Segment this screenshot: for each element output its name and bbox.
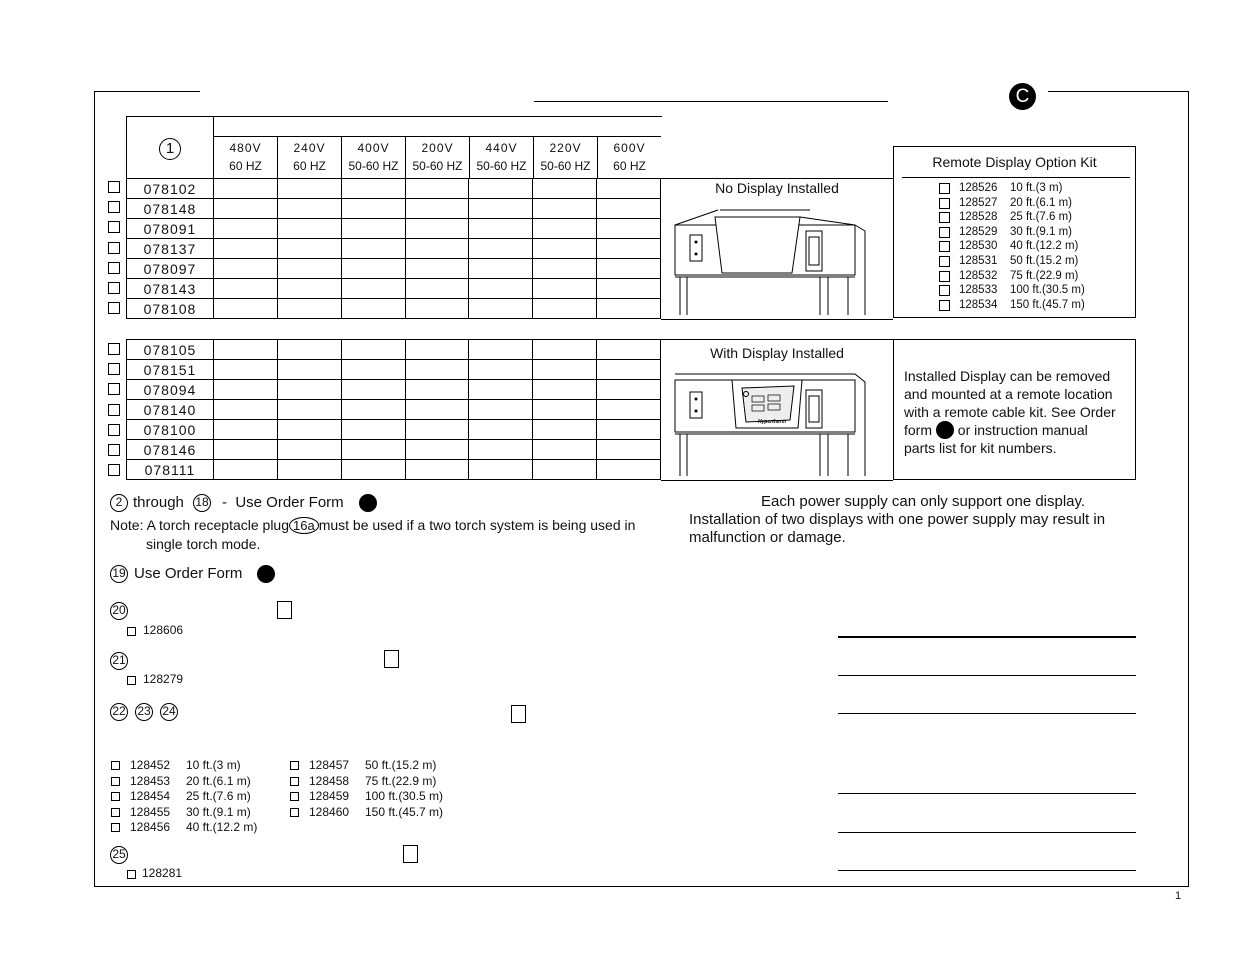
- remote-kit-title: Remote Display Option Kit: [932, 154, 1097, 170]
- quantity-cell[interactable]: [405, 219, 469, 239]
- quantity-cell[interactable]: [469, 360, 533, 380]
- ref-circle-22: 22: [110, 703, 128, 721]
- kit-checkbox[interactable]: [939, 183, 950, 194]
- ref-circle-24: 24: [160, 703, 178, 721]
- quantity-cell[interactable]: [597, 440, 661, 460]
- quantity-cell[interactable]: [405, 440, 469, 460]
- display-warning-line2: Installation of two displays with one power supply may result in: [689, 511, 1106, 528]
- cable-part-number: 128454: [130, 789, 171, 803]
- cable-checkbox[interactable]: [111, 792, 120, 801]
- quantity-cell[interactable]: [533, 199, 597, 219]
- part-checkbox[interactable]: [108, 424, 120, 436]
- quantity-cell[interactable]: [213, 440, 277, 460]
- frame-right: [1188, 91, 1189, 887]
- display-warning: [689, 493, 1105, 547]
- no-display-title: No Display Installed: [715, 180, 839, 196]
- part-number-cell: 078094: [127, 380, 214, 400]
- quantity-cell[interactable]: [341, 239, 405, 259]
- frequency-label: 60 HZ: [293, 159, 326, 173]
- cable-part-number: 128456: [130, 820, 171, 834]
- item20-part: 128606: [143, 623, 184, 637]
- cable-part-number: 128455: [130, 804, 171, 819]
- part-number-cell: 078148: [127, 199, 214, 219]
- quantity-cell[interactable]: [469, 239, 533, 259]
- voltage-column-header: [597, 136, 661, 178]
- voltage-column-header: [405, 136, 469, 178]
- quantity-cell[interactable]: [533, 279, 597, 299]
- quantity-cell[interactable]: [469, 460, 533, 480]
- part-number-cell: 078111: [127, 460, 214, 480]
- quantity-cell[interactable]: [405, 460, 469, 480]
- quantity-cell[interactable]: [597, 420, 661, 440]
- quantity-cell[interactable]: [341, 279, 405, 299]
- frequency-label: 60 HZ: [613, 159, 646, 173]
- quantity-cell[interactable]: [405, 279, 469, 299]
- part-checkbox[interactable]: [108, 363, 120, 375]
- voltage-label: 440V: [485, 141, 518, 155]
- quantity-cell[interactable]: [533, 239, 597, 259]
- kit-part-number: 128527: [959, 196, 998, 209]
- quantity-cell[interactable]: [469, 219, 533, 239]
- cable-part-number: 128453: [130, 773, 171, 788]
- installed-note-text: [904, 367, 1116, 457]
- part-checkbox[interactable]: [108, 464, 120, 476]
- quantity-cell[interactable]: [597, 219, 661, 239]
- entry-line-5: [838, 832, 1136, 833]
- kit-checkbox[interactable]: [939, 198, 950, 209]
- quantity-cell[interactable]: [213, 199, 277, 219]
- quantity-cell[interactable]: [533, 380, 597, 400]
- quantity-cell[interactable]: [405, 420, 469, 440]
- cable-checkbox[interactable]: [111, 808, 120, 817]
- entry-line-6: [838, 870, 1136, 871]
- quantity-cell[interactable]: [533, 420, 597, 440]
- quantity-cell[interactable]: [533, 400, 597, 420]
- quantity-cell[interactable]: [213, 239, 277, 259]
- quantity-cell[interactable]: [533, 360, 597, 380]
- title-underline: [534, 101, 888, 102]
- table-row: [127, 360, 661, 380]
- quantity-cell[interactable]: [213, 460, 277, 480]
- quantity-cell[interactable]: [213, 279, 277, 299]
- quantity-cell[interactable]: [405, 360, 469, 380]
- kit-length: 25 ft.(7.6 m): [1010, 211, 1072, 224]
- part-checkbox[interactable]: [108, 444, 120, 456]
- kit-checkbox[interactable]: [939, 256, 950, 267]
- kit-length: 10 ft.(3 m): [1010, 182, 1063, 194]
- quantity-cell[interactable]: [277, 179, 341, 199]
- voltage-label: 220V: [549, 141, 582, 155]
- quantity-cell[interactable]: [341, 219, 405, 239]
- quantity-cell[interactable]: [469, 179, 533, 199]
- table-row: [127, 259, 661, 279]
- table-row: [127, 340, 661, 360]
- item25-part: 128281: [142, 866, 183, 880]
- kit-part-number: 128526: [959, 182, 998, 194]
- part-number-cell: 078143: [127, 279, 214, 299]
- kit-length: 75 ft.(22.9 m): [1010, 269, 1079, 282]
- quantity-cell[interactable]: [277, 239, 341, 259]
- voltage-label: 400V: [357, 141, 390, 155]
- quantity-cell[interactable]: [341, 380, 405, 400]
- entry-line-4: [838, 793, 1136, 794]
- kit-length: 30 ft.(9.1 m): [1010, 225, 1072, 238]
- kit-part-number: 128533: [959, 284, 998, 297]
- kit-length: 50 ft.(15.2 m): [1010, 255, 1079, 267]
- quantity-cell[interactable]: [341, 420, 405, 440]
- kit-checkbox[interactable]: [939, 227, 950, 238]
- use-order-form-label: - Use Order Form: [222, 494, 344, 511]
- part-grid-with-display: [126, 339, 661, 480]
- frequency-label: 50-60 HZ: [412, 159, 463, 173]
- quantity-cell[interactable]: [533, 259, 597, 279]
- quantity-cell[interactable]: [341, 460, 405, 480]
- frequency-label: 60 HZ: [229, 159, 262, 173]
- quantity-cell[interactable]: [533, 219, 597, 239]
- ref-circle-16a: 16a: [289, 517, 319, 534]
- cable-length: 75 ft.(22.9 m): [365, 773, 437, 788]
- kit-length: 20 ft.(6.1 m): [1010, 196, 1072, 209]
- kit-length: 100 ft.(30.5 m): [1010, 284, 1085, 297]
- kit-part-number: 128534: [959, 298, 998, 311]
- quantity-cell[interactable]: [213, 400, 277, 420]
- quantity-cell[interactable]: [469, 340, 533, 360]
- kit-length: 40 ft.(12.2 m): [1010, 240, 1079, 253]
- quantity-cell[interactable]: [597, 179, 661, 199]
- installed-note-form: form: [904, 422, 932, 438]
- quantity-cell[interactable]: [213, 299, 277, 319]
- part-number-cell: 078151: [127, 360, 214, 380]
- quantity-cell[interactable]: [277, 299, 341, 319]
- part-number-cell: 078102: [127, 179, 214, 199]
- cable-checkbox[interactable]: [290, 761, 299, 770]
- part-checkbox[interactable]: [108, 262, 120, 274]
- display-warning-line3: malfunction or damage.: [689, 529, 846, 546]
- quantity-cell[interactable]: [277, 279, 341, 299]
- voltage-label: 600V: [613, 141, 646, 155]
- quantity-cell[interactable]: [213, 179, 277, 199]
- kit-checkbox[interactable]: [939, 271, 950, 282]
- quantity-cell[interactable]: [597, 199, 661, 219]
- installed-note-line5: parts list for kit numbers.: [904, 440, 1057, 456]
- kit-part-number: 128528: [959, 211, 998, 224]
- quantity-cell[interactable]: [405, 259, 469, 279]
- installed-note-line1: Installed Display can be removed: [904, 368, 1111, 384]
- ref-circle-23: 23: [135, 703, 153, 721]
- torch-note-c: single torch mode.: [146, 536, 261, 552]
- remote-kit-title-rule: [902, 177, 1130, 178]
- kit-part-number: 128529: [959, 225, 998, 238]
- ref-circle-1: 1: [159, 138, 181, 160]
- quantity-cell[interactable]: [341, 199, 405, 219]
- frame-left: [94, 91, 95, 887]
- order-form-bullet-icon: [257, 565, 275, 583]
- quantity-cell[interactable]: [213, 360, 277, 380]
- installed-note-line3: with a remote cable kit. See Order: [904, 404, 1116, 420]
- cable-length: 20 ft.(6.1 m): [186, 773, 251, 788]
- cable-part-number: 128452: [130, 758, 171, 772]
- item25-checkbox[interactable]: [127, 870, 136, 879]
- cable-checkbox[interactable]: [290, 777, 299, 786]
- part-number-cell: 078097: [127, 259, 214, 279]
- item20-checkbox[interactable]: [127, 627, 136, 636]
- quantity-cell[interactable]: [341, 259, 405, 279]
- voltage-label: 200V: [421, 141, 454, 155]
- quantity-cell[interactable]: [469, 400, 533, 420]
- quantity-cell[interactable]: [597, 380, 661, 400]
- quantity-cell[interactable]: [597, 400, 661, 420]
- cable-length: 50 ft.(15.2 m): [365, 758, 437, 772]
- part-number-cell: 078146: [127, 440, 214, 460]
- torch-note-a: Note: A torch receptacle plug: [110, 517, 289, 533]
- quantity-cell[interactable]: [277, 400, 341, 420]
- frequency-label: 50-60 HZ: [476, 159, 527, 173]
- cable-length: 30 ft.(9.1 m): [186, 804, 251, 819]
- item21-checkbox[interactable]: [127, 676, 136, 685]
- table-row: [127, 279, 661, 299]
- order-form-bullet-icon: [936, 421, 954, 439]
- ref-circle-21: 21: [110, 652, 128, 670]
- voltage-column-header: [533, 136, 597, 178]
- table-row: [127, 420, 661, 440]
- cable-checkbox[interactable]: [290, 808, 299, 817]
- quantity-cell[interactable]: [341, 440, 405, 460]
- item25-qty-box[interactable]: [403, 845, 418, 863]
- part-number-cell: 078108: [127, 299, 214, 319]
- quantity-cell[interactable]: [405, 199, 469, 219]
- frequency-label: 50-60 HZ: [540, 159, 591, 173]
- quantity-cell[interactable]: [277, 340, 341, 360]
- cable-length: 100 ft.(30.5 m): [365, 789, 444, 803]
- frame-bottom: [94, 886, 1189, 887]
- kit-checkbox[interactable]: [939, 285, 950, 296]
- quantity-cell[interactable]: [405, 179, 469, 199]
- kit-checkbox[interactable]: [939, 241, 950, 252]
- part-checkbox[interactable]: [108, 404, 120, 416]
- quantity-cell[interactable]: [213, 340, 277, 360]
- frame-top-left: [94, 91, 200, 92]
- quantity-cell[interactable]: [341, 299, 405, 319]
- quantity-cell[interactable]: [469, 199, 533, 219]
- page-number: 1: [1175, 890, 1182, 902]
- section-marker: C: [1009, 83, 1036, 110]
- kit-checkbox[interactable]: [939, 212, 950, 223]
- power-supply-with-display-illustration: [670, 370, 870, 478]
- hypertherm-logo-text: Hypertherm: [758, 419, 787, 425]
- cable-length: 10 ft.(3 m): [186, 758, 241, 772]
- cable-length: 40 ft.(12.2 m): [186, 820, 258, 834]
- ref-circle-25: 25: [110, 846, 128, 864]
- part-checkbox[interactable]: [108, 221, 120, 233]
- part-checkbox[interactable]: [108, 242, 120, 254]
- kit-part-number: 128531: [959, 255, 998, 267]
- quantity-cell[interactable]: [405, 380, 469, 400]
- table-row: [127, 239, 661, 259]
- installed-note-line2: and mounted at a remote location: [904, 386, 1113, 402]
- quantity-cell[interactable]: [405, 400, 469, 420]
- quantity-cell[interactable]: [213, 259, 277, 279]
- part-grid-no-display: [126, 178, 661, 319]
- part-checkbox[interactable]: [108, 201, 120, 213]
- voltage-column-header: [213, 136, 277, 178]
- kit-length: 150 ft.(45.7 m): [1010, 298, 1085, 311]
- ref-circle-18: 18: [193, 494, 211, 512]
- quantity-cell[interactable]: [213, 420, 277, 440]
- quantity-cell[interactable]: [533, 299, 597, 319]
- quantity-cell[interactable]: [597, 340, 661, 360]
- quantity-cell[interactable]: [597, 259, 661, 279]
- torch-note: [110, 517, 635, 534]
- part-number-cell: 078140: [127, 400, 214, 420]
- part-checkbox[interactable]: [108, 181, 120, 193]
- cable-length: 150 ft.(45.7 m): [365, 804, 444, 819]
- cable-length: 25 ft.(7.6 m): [186, 789, 251, 803]
- voltage-column-header: [277, 136, 341, 178]
- table-row: [127, 440, 661, 460]
- entry-line-3: [838, 713, 1136, 714]
- quantity-cell[interactable]: [341, 179, 405, 199]
- ref-circle-20: 20: [110, 602, 128, 620]
- part-number-cell: 078100: [127, 420, 214, 440]
- quantity-cell[interactable]: [533, 179, 597, 199]
- voltage-column-header: [341, 136, 405, 178]
- quantity-cell[interactable]: [277, 420, 341, 440]
- quantity-cell[interactable]: [341, 340, 405, 360]
- quantity-cell[interactable]: [597, 279, 661, 299]
- table-row: [127, 199, 661, 219]
- quantity-cell[interactable]: [533, 340, 597, 360]
- table-row: [127, 299, 661, 319]
- part-checkbox[interactable]: [108, 383, 120, 395]
- part-checkbox[interactable]: [108, 282, 120, 294]
- quantity-cell[interactable]: [597, 299, 661, 319]
- table-row: [127, 179, 661, 199]
- part-number-cell: 078091: [127, 219, 214, 239]
- cable-part-number: 128460: [309, 804, 350, 819]
- table-row: [127, 219, 661, 239]
- entry-line-1: [838, 636, 1136, 638]
- quantity-cell[interactable]: [341, 360, 405, 380]
- quantity-cell[interactable]: [469, 440, 533, 460]
- power-supply-no-display-illustration: [670, 205, 870, 317]
- quantity-cell[interactable]: [469, 420, 533, 440]
- item19-label: Use Order Form: [134, 565, 243, 582]
- quantity-cell[interactable]: [277, 199, 341, 219]
- with-display-title: With Display Installed: [710, 345, 844, 361]
- item20-qty-box[interactable]: [277, 601, 292, 619]
- table-row: [127, 400, 661, 420]
- item21-qty-box[interactable]: [384, 650, 399, 668]
- cable-part-number: 128459: [309, 789, 350, 803]
- through-label: through: [133, 494, 184, 511]
- item22-qty-box[interactable]: [511, 705, 526, 723]
- voltage-label: 480V: [229, 141, 262, 155]
- quantity-cell[interactable]: [277, 440, 341, 460]
- quantity-cell[interactable]: [597, 239, 661, 259]
- quantity-cell[interactable]: [277, 380, 341, 400]
- quantity-cell[interactable]: [533, 460, 597, 480]
- quantity-cell[interactable]: [533, 440, 597, 460]
- installed-note-manual: or instruction manual: [957, 422, 1088, 438]
- quantity-cell[interactable]: [341, 400, 405, 420]
- voltage-label: 240V: [293, 141, 326, 155]
- quantity-cell[interactable]: [277, 460, 341, 480]
- item21-part: 128279: [143, 672, 184, 686]
- table-row: [127, 380, 661, 400]
- part-number-cell: 078105: [127, 340, 214, 360]
- torch-note-b: must be used if a two torch system is being used in: [318, 517, 636, 533]
- cable-checkbox[interactable]: [290, 792, 299, 801]
- quantity-cell[interactable]: [213, 380, 277, 400]
- cable-checkbox[interactable]: [111, 761, 120, 770]
- quantity-cell[interactable]: [277, 360, 341, 380]
- quantity-cell[interactable]: [277, 219, 341, 239]
- kit-checkbox[interactable]: [939, 300, 950, 311]
- quantity-cell[interactable]: [213, 219, 277, 239]
- frame-top-right: [1048, 91, 1188, 92]
- installed-note-line4: [904, 421, 1116, 439]
- display-warning-line1: Each power supply can only support one display.: [761, 493, 1086, 510]
- part-number-cell: 078137: [127, 239, 214, 259]
- order-form-bullet-icon: [359, 494, 377, 512]
- quantity-cell[interactable]: [277, 259, 341, 279]
- frequency-label: 50-60 HZ: [348, 159, 399, 173]
- cable-checkbox[interactable]: [111, 777, 120, 786]
- quantity-cell[interactable]: [405, 299, 469, 319]
- quantity-cell[interactable]: [469, 299, 533, 319]
- cable-part-number: 128458: [309, 773, 350, 788]
- quantity-cell[interactable]: [469, 380, 533, 400]
- quantity-cell[interactable]: [597, 460, 661, 480]
- entry-line-2: [838, 675, 1136, 676]
- quantity-cell[interactable]: [597, 360, 661, 380]
- part-checkbox[interactable]: [108, 302, 120, 314]
- quantity-cell[interactable]: [405, 239, 469, 259]
- cable-part-number: 128457: [309, 758, 350, 772]
- quantity-cell[interactable]: [405, 340, 469, 360]
- part-checkbox[interactable]: [108, 343, 120, 355]
- ref-circle-2: 2: [110, 494, 128, 512]
- cable-checkbox[interactable]: [111, 823, 120, 832]
- quantity-cell[interactable]: [469, 259, 533, 279]
- voltage-column-header: [469, 136, 533, 178]
- kit-part-number: 128530: [959, 240, 998, 253]
- kit-part-number: 128532: [959, 269, 998, 282]
- ref-circle-19: 19: [110, 565, 128, 583]
- quantity-cell[interactable]: [469, 279, 533, 299]
- table-row: [127, 460, 661, 480]
